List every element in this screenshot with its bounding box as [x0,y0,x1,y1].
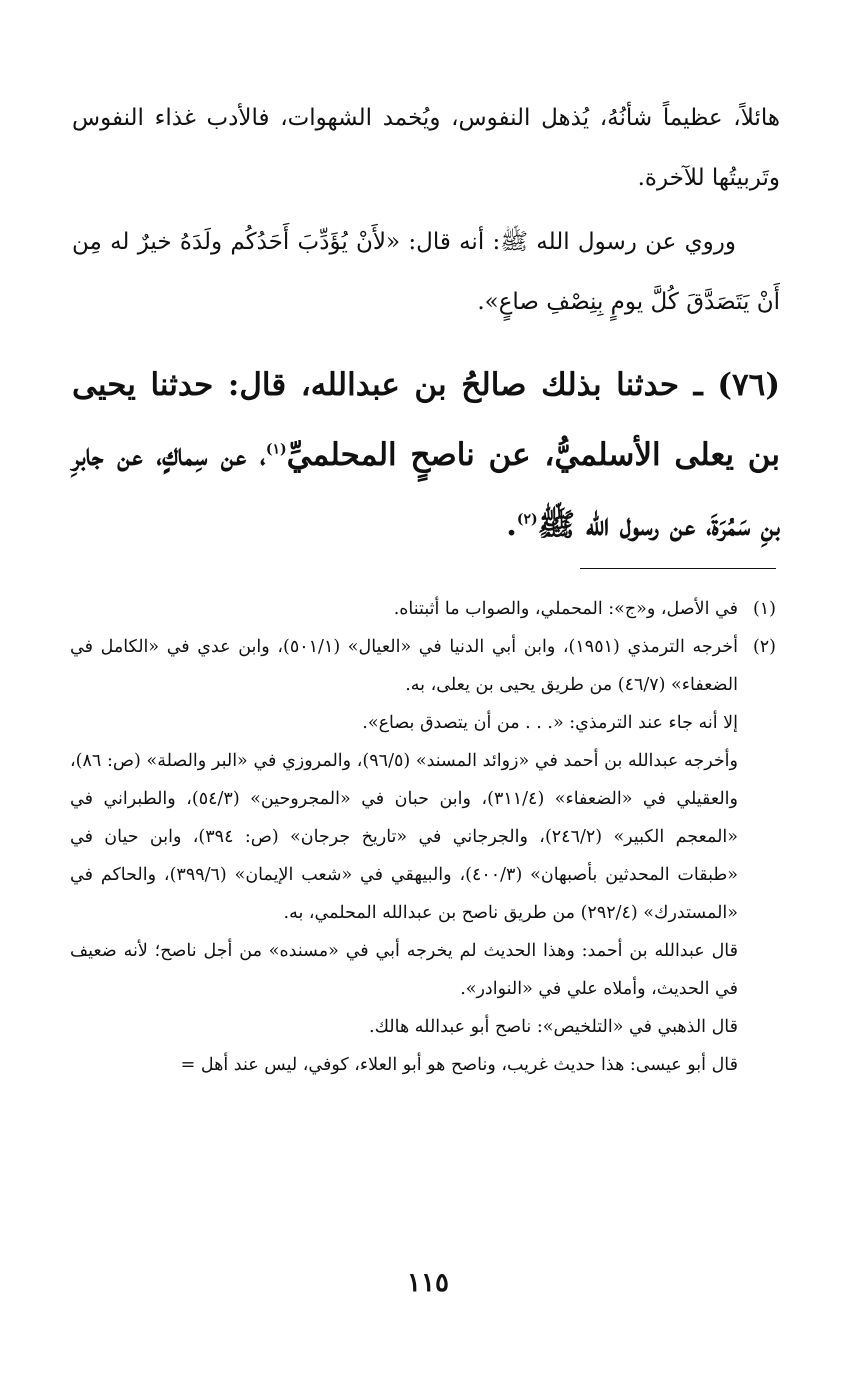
footnote-2-paragraph: قال الذهبي في «التلخيص»: ناصح أبو عبدالله هالك. [369,1017,738,1037]
footnote-2 [70,628,776,704]
footnote-ref-2[interactable]: (٢) [516,511,538,528]
footnote-2-paragraph: أخرجه الترمذي (١٩٥١)، وابن أبي الدنيا في «العيال» (٥٠١/١)، وابن عدي في «الكامل في الضعفاء» (٤٦/٧) من طريق يحيى بن يعلى، به. [70,637,738,695]
footnote-2-paragraph: قال عبدالله بن أحمد: وهذا الحديث لم يخرجه أبي في «مسنده» من أجل ناصح؛ لأنه ضعيف في الحديث، وأملاه علي في «النوادر». [70,941,738,999]
hadith-text-part-2: ، عن سِماكٍ، عن جابرِ بنِ سَمُرَةَ، عن رسول الله ﷺ [72,437,780,543]
page-number: ١١٥ [407,1268,449,1298]
footnote-separator [580,568,776,569]
footnote-ref-1[interactable]: (١) [265,441,287,458]
hadith-text-part-1: (٧٦) ـ حدثنا بذلك صالحُ بن عبدالله، قال: حدثنا يحيى بن يعلى الأسلميُّ، عن ناصحٍ المحلميِّ [72,367,781,473]
body-paragraph-2: وروي عن رسول الله ﷺ: أنه قال: «لأَنْ يُؤَدِّبَ أَحَدُكُم ولَدَهُ خيرٌ له مِن أَنْ يَتَصَدَّقَ كُلَّ يومٍ بِنِصْفِ صاعٍ». [72,229,780,315]
footnote-2-paragraph: وأخرجه عبدالله بن أحمد في «زوائد المسند» (٩٦/٥)، والمروزي في «البر والصلة» (ص: ٨٦)، والعقيلي في «الضعفاء» (٣١١/٤)، وابن حبان في «المجروحين» (٥٤/٣)، والطبراني في «المعجم الكبير» (٢٤٦/٢)، والجرجاني في «تاريخ جرجان» (ص: ٣٩٤)، وابن حيان في «طبقات المحدثين بأصبهان» (٤٠٠/٣)، والبيهقي في «شعب الإيمان» (٣٩٩/٦)، والحاكم في «المستدرك» (٢٩٢/٤) من طريق ناصح بن عبدالله المحلمي، به. [70,751,738,923]
footnote-2-paragraph: إلا أنه جاء عند الترمذي: «. . . من أن يتصدق بصاع». [362,713,738,733]
footnotes [70,590,776,1084]
footnote-1-number: (١) [752,599,776,619]
hadith-76 [72,350,780,560]
body-paragraph-1: هائلاً، عظيماً شأنُهُ، يُذهل النفوس، ويُخمد الشهوات، فالأدب غذاء النفوس وتَربيتُها للآخرة. [72,105,780,191]
footnote-2-number: (٢) [752,637,776,657]
footnote-1-text: في الأصل، و«ج»: المحملي، والصواب ما أثبتناه. [393,599,738,619]
footnote-1 [70,590,776,628]
hadith-text-end: . [506,507,517,543]
footnote-2-paragraph: قال أبو عيسى: هذا حديث غريب، وناصح هو أبو العلاء، كوفي، ليس عند أهل = [180,1055,738,1075]
